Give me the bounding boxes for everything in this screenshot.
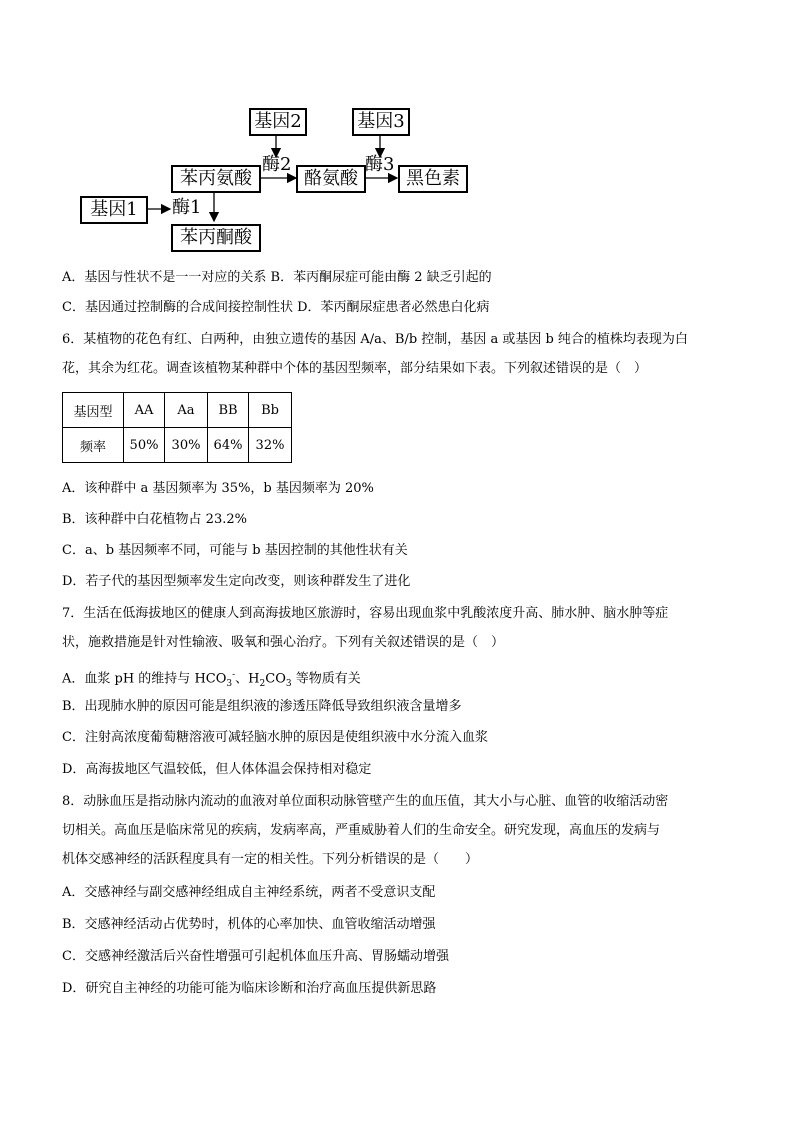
q8-stem-line2: 切相关。高血压是临床常见的疾病，发病率高，严重威胁着人们的生命安全。研究发现，高血压的发病与 xyxy=(62,823,661,838)
box-melanin: 黑色素 xyxy=(398,165,468,193)
box-phenylpyruvate: 苯丙酮酸 xyxy=(171,224,261,252)
q8-option-d: D．研究自主神经的功能可能为临床诊断和治疗高血压提供新思路 xyxy=(62,981,437,996)
q7-option-a-sub3: 3 xyxy=(285,678,292,689)
table-cell: AA xyxy=(124,393,165,428)
box-phenylalanine: 苯丙氨酸 xyxy=(171,165,261,193)
table-cell: BB xyxy=(208,393,249,428)
label-enzyme2: 酶2 xyxy=(262,154,292,175)
q7-option-d: D．高海拔地区气温较低，但人体体温会保持相对稳定 xyxy=(62,762,372,777)
table-cell: 30% xyxy=(165,428,208,463)
q7-option-a-sup: - xyxy=(232,670,236,680)
box-tyrosine: 酪氨酸 xyxy=(296,165,366,193)
q6-option-c: C．a、b 基因频率不同，可能与 b 基因控制的其他性状有关 xyxy=(62,543,408,558)
q7-option-a-sub2: 2 xyxy=(259,678,266,689)
q7-option-a-post: 等物质有关 xyxy=(291,671,361,687)
label-enzyme3: 酶3 xyxy=(365,154,395,175)
box-gene1: 基因1 xyxy=(80,196,148,224)
q5-options-cd: C．基因通过控制酶的合成间接控制性状 D．苯丙酮尿症患者必然患白化病 xyxy=(62,300,490,315)
box-gene2: 基因2 xyxy=(249,108,307,136)
q7-option-a-mid2: CO xyxy=(265,671,286,687)
q8-option-a: A．交感神经与副交感神经组成自主神经系统，两者不受意识支配 xyxy=(62,885,436,900)
table-cell: 64% xyxy=(208,428,249,463)
q7-option-b: B．出现肺水肿的原因可能是组织液的渗透压降低导致组织液含量增多 xyxy=(62,699,462,714)
q7-stem-line1: 7．生活在低海拔地区的健康人到高海拔地区旅游时，容易出现血浆中乳酸浓度升高、肺水肿、脑水肿等症 xyxy=(62,606,669,621)
q6-option-d: D．若子代的基因型频率发生定向改变，则该种群发生了进化 xyxy=(62,574,411,589)
table-cell: Aa xyxy=(165,393,208,428)
q8-stem-line3: 机体交感神经的活跃程度具有一定的相关性。下列分析错误的是（ ） xyxy=(62,852,479,867)
q7-option-a-pre: A．血浆 pH 的维持与 HCO xyxy=(62,671,227,687)
q7-option-a-sub1: 3 xyxy=(226,678,233,689)
q6-option-a: A．该种群中 a 基因频率为 35%，b 基因频率为 20% xyxy=(62,481,374,496)
q6-stem-line2: 花，其余为红花。调查该植物某种群中个体的基因型频率，部分结果如下表。下列叙述错误的是（ ） xyxy=(62,361,648,376)
table-cell: Bb xyxy=(249,393,292,428)
genotype-frequency-table xyxy=(62,392,292,463)
table-row xyxy=(63,428,292,463)
box-gene3: 基因3 xyxy=(352,108,410,136)
label-enzyme1: 酶1 xyxy=(172,197,202,218)
q7-option-c: C．注射高浓度葡萄糖溶液可减轻脑水肿的原因是使组织液中水分流入血浆 xyxy=(62,730,488,745)
q8-option-b: B．交感神经活动占优势时，机体的心率加快、血管收缩活动增强 xyxy=(62,917,436,932)
q7-option-a xyxy=(62,666,361,693)
q7-option-a-mid: 、H xyxy=(235,671,260,687)
q7-stem-line2: 状，施救措施是针对性输液、吸氧和强心治疗。下列有关叙述错误的是（ ） xyxy=(62,635,505,650)
q6-option-b: B．该种群中白花植物占 23.2% xyxy=(62,512,247,527)
table-cell: 频率 xyxy=(63,428,124,463)
q8-stem-line1: 8．动脉血压是指动脉内流动的血液对单位面积动脉管壁产生的血压值，其大小与心脏、血管的收缩活动密 xyxy=(62,794,669,809)
q8-option-c: C．交感神经激活后兴奋性增强可引起机体血压升高、胃肠蠕动增强 xyxy=(62,949,449,964)
q5-options-ab: A．基因与性状不是一一对应的关系 B．苯丙酮尿症可能由酶 2 缺乏引起的 xyxy=(62,270,492,285)
table-cell: 基因型 xyxy=(63,393,124,428)
metabolic-pathway-diagram xyxy=(0,0,793,260)
table-header-row xyxy=(63,393,292,428)
table-cell: 32% xyxy=(249,428,292,463)
q6-stem-line1: 6．某植物的花色有红、白两种，由独立遗传的基因 A/a、B/b 控制，基因 a 或基因 b 纯合的植株均表现为白 xyxy=(62,332,688,347)
table-cell: 50% xyxy=(124,428,165,463)
